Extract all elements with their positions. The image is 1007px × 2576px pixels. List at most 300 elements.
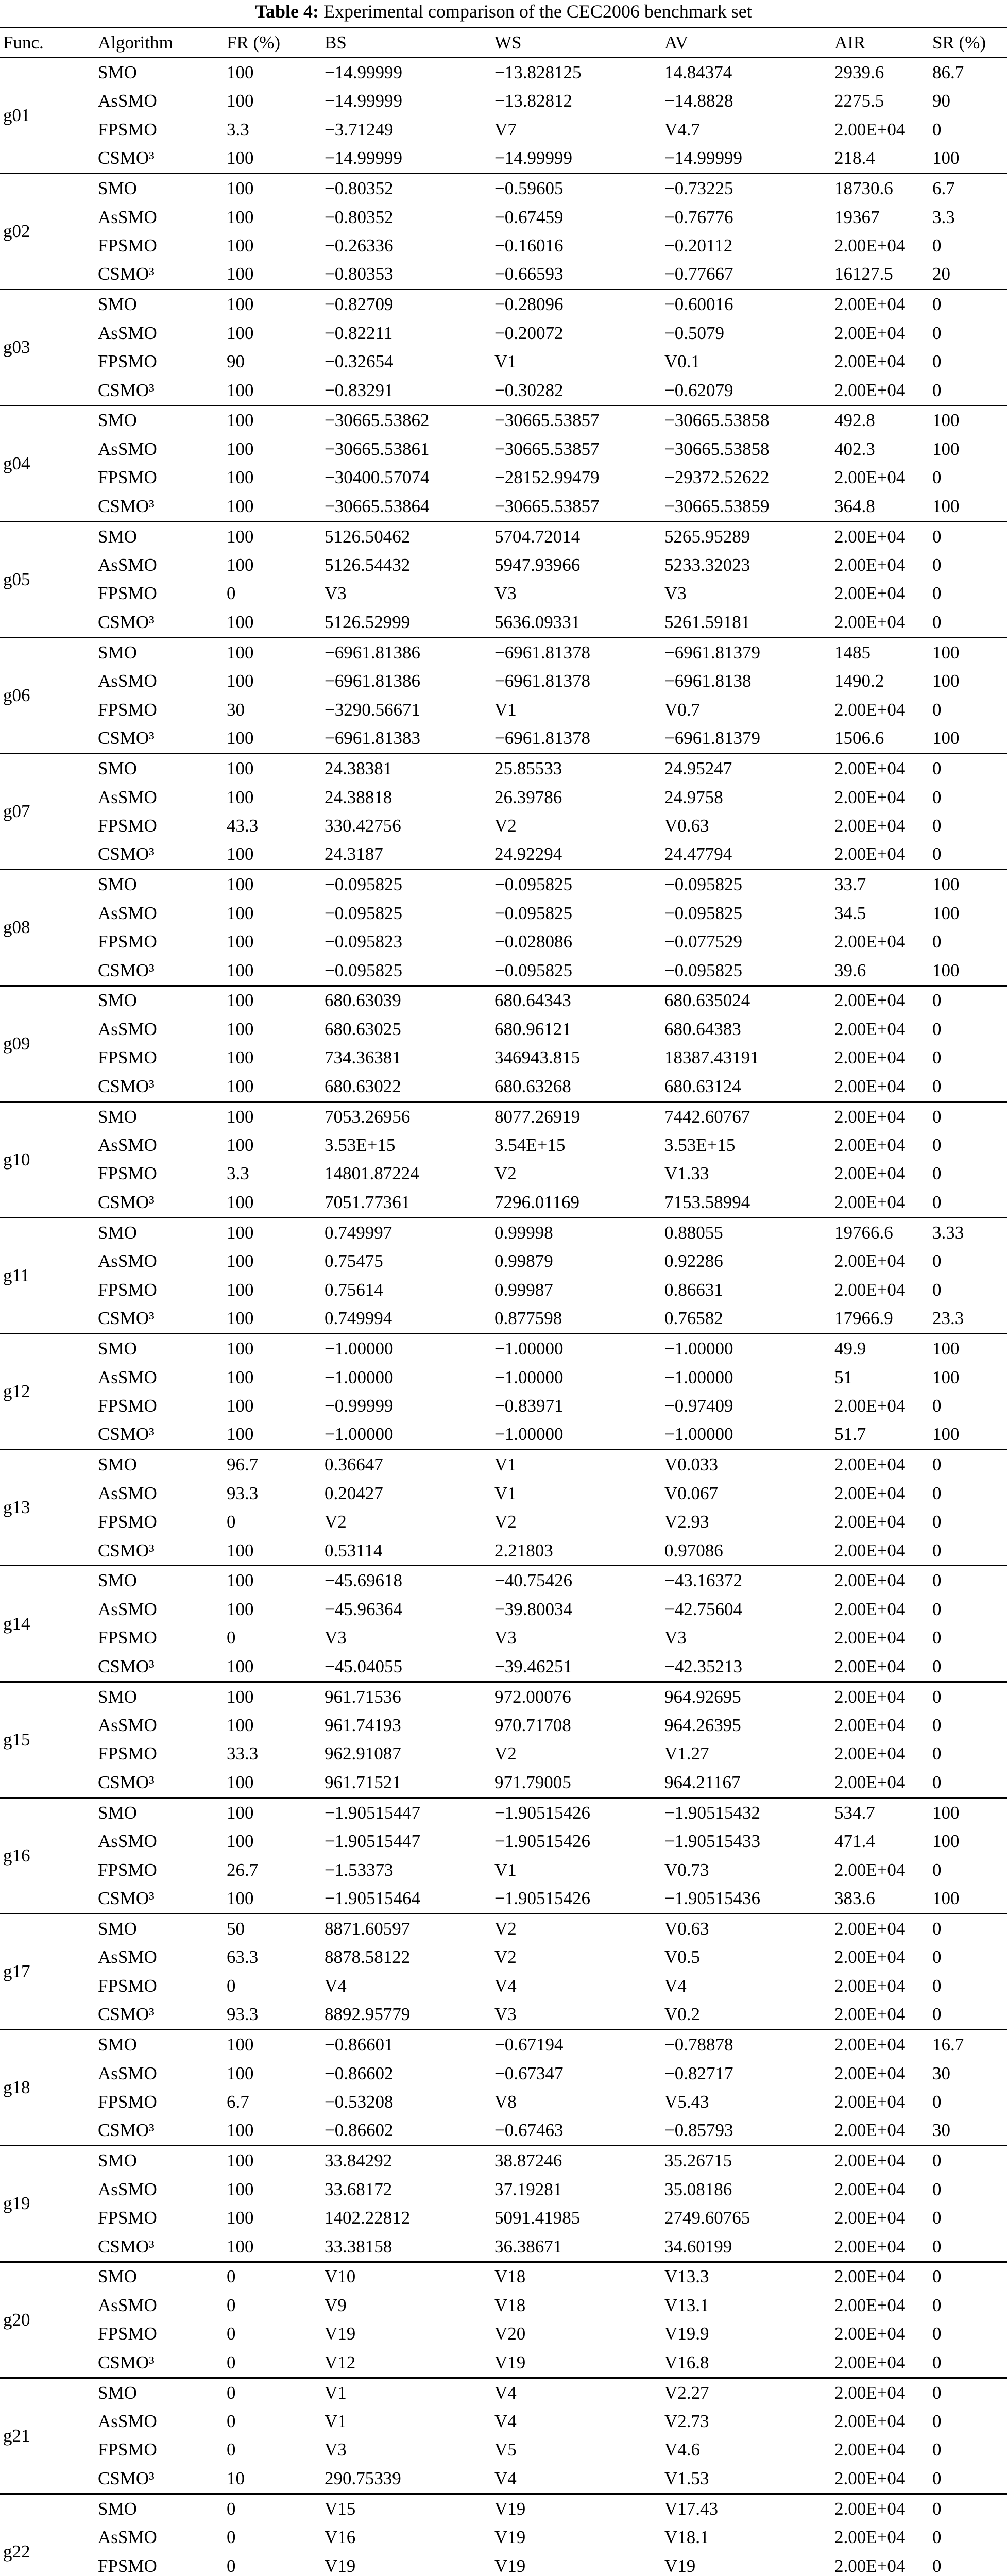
bs-cell: −0.095825 [325,903,402,923]
ws-cell: 8077.26919 [494,1101,664,1131]
bs-cell: −1.00000 [325,1367,394,1387]
algorithm-cell: SMO [98,1101,227,1131]
bs-cell: 24.38381 [325,754,494,783]
bs-cell: 961.71521 [325,1772,401,1792]
sr-cell: 100 [932,728,960,749]
bs-cell: −6961.81386 [325,637,494,667]
sr-cell: 0 [932,1628,942,1648]
bs-cell: 24.3187 [325,844,383,865]
fr-cell: 100 [227,1682,325,1711]
table-row [0,435,1007,463]
av-cell: −30665.53859 [664,496,770,516]
ws-cell: −0.20072 [494,323,564,343]
fr-cell: 100 [227,1279,254,1300]
av-cell: −30665.53858 [664,439,770,460]
algorithm-cell: SMO [98,1682,227,1711]
sr-cell: 0 [932,2146,1007,2175]
air-cell: 2.00E+04 [834,2120,906,2141]
header-air: AIR [834,28,932,58]
header-row [0,28,1007,58]
header-av: AV [664,28,834,58]
air-cell: 2.00E+04 [834,1540,906,1561]
table-row [0,2408,1007,2436]
bs-cell: −45.69618 [325,1566,494,1595]
ws-cell: V19 [494,2352,526,2372]
algorithm-cell: SMO [98,1450,227,1479]
bs-cell: V16 [325,2527,356,2548]
sr-cell: 0 [932,323,942,343]
ws-cell: −0.30282 [494,380,564,400]
table-row [0,1392,1007,1420]
table-row [0,2232,1007,2262]
air-cell: 2.00E+04 [834,119,906,140]
ws-cell: V3 [494,583,517,604]
air-cell: 2.00E+04 [834,1628,906,1648]
algorithm-cell: FPSMO [98,1047,157,1068]
bs-cell: −14.99999 [325,91,402,111]
table-row [0,1624,1007,1652]
table-row [0,783,1007,811]
fr-cell: 100 [227,787,254,807]
table-row [0,1507,1007,1536]
sr-cell: 0 [932,1656,942,1676]
fr-cell: 100 [227,1047,254,1068]
bs-cell: V19 [325,2555,356,2576]
ws-cell: 5947.93966 [494,555,581,575]
av-cell: 14.84374 [664,58,834,87]
av-cell: V0.067 [664,1483,719,1503]
table-row [0,1363,1007,1392]
ws-cell: −0.095825 [494,870,664,899]
ws-cell: V2 [494,1947,517,1968]
table-row [0,87,1007,115]
bs-cell: −0.80352 [325,207,394,227]
air-cell: 2.00E+04 [834,1715,906,1736]
func-name-cell: g05 [0,521,98,637]
algorithm-cell: AsSMO [98,2295,157,2316]
algorithm-cell: FPSMO [98,1511,157,1532]
sr-cell: 0 [932,1101,1007,1131]
sr-cell: 100 [932,1424,960,1445]
fr-cell: 63.3 [227,1947,259,1968]
av-cell: −0.82717 [664,2063,733,2083]
fr-cell: 100 [227,380,254,400]
table-row [0,2523,1007,2552]
air-cell: 2.00E+04 [834,1076,906,1096]
av-cell: V2.27 [664,2378,834,2407]
func-name-cell: g02 [0,174,98,290]
sr-cell: 0 [932,467,942,488]
table-row [0,260,1007,290]
table-row [0,1595,1007,1623]
av-cell: V0.73 [664,1859,709,1880]
ws-cell: −1.00000 [494,1367,564,1387]
fr-cell: 100 [227,612,254,633]
bs-cell: −0.83291 [325,380,394,400]
algorithm-cell: SMO [98,1798,227,1827]
table-row [0,1652,1007,1682]
av-cell: 35.26715 [664,2146,834,2175]
table-row [0,1943,1007,1972]
ws-cell: V1 [494,1483,517,1503]
sr-cell: 0 [932,1279,942,1300]
algorithm-cell: CSMO³ [98,496,155,516]
air-cell: 218.4 [834,148,875,168]
ws-cell: −13.828125 [494,58,664,87]
air-cell: 2.00E+04 [834,986,932,1015]
table-row [0,2348,1007,2378]
bs-cell: 0.749994 [325,1308,392,1329]
algorithm-cell: FPSMO [98,1743,157,1764]
av-cell: −1.90515433 [664,1831,760,1852]
ws-cell: 7296.01169 [494,1192,579,1212]
bs-cell: −1.90515447 [325,1831,420,1852]
fr-cell: 100 [227,1566,325,1595]
bs-cell: −3290.56671 [325,699,420,720]
fr-cell: 100 [227,1135,254,1156]
algorithm-cell: FPSMO [98,1395,157,1416]
ws-cell: 680.64343 [494,986,664,1015]
algorithm-cell: CSMO³ [98,2236,155,2257]
av-cell: −6961.81379 [664,728,760,749]
air-cell: 39.6 [834,960,866,980]
table-row [0,1536,1007,1566]
av-cell: 5233.32023 [664,555,750,575]
bs-cell: 33.68172 [325,2179,392,2199]
fr-cell: 100 [227,1831,254,1852]
fr-cell: 100 [227,1395,254,1416]
table-row [0,754,1007,783]
algorithm-cell: FPSMO [98,1859,157,1880]
fr-cell: 100 [227,235,254,256]
air-cell: 2.00E+04 [834,1047,906,1068]
bs-cell: −45.04055 [325,1656,402,1676]
table-row [0,1276,1007,1304]
av-cell: −0.60016 [664,290,834,319]
sr-cell: 0 [932,1947,942,1968]
fr-cell: 100 [227,1334,325,1363]
fr-cell: 0 [227,2527,236,2548]
algorithm-cell: CSMO³ [98,2352,155,2372]
table-row [0,899,1007,927]
av-cell: 7153.58994 [664,1192,750,1212]
bs-cell: V4 [325,1975,347,1996]
table-row [0,2146,1007,2175]
algorithm-cell: AsSMO [98,2527,157,2548]
algorithm-cell: SMO [98,405,227,435]
ws-cell: V5 [494,2439,517,2460]
algorithm-cell: CSMO³ [98,2004,155,2025]
air-cell: 34.5 [834,903,866,923]
sr-cell: 0 [932,521,1007,551]
av-cell: V13.1 [664,2295,709,2316]
ws-cell: −1.00000 [494,1424,564,1445]
sr-cell: 0 [932,2262,1007,2291]
sr-cell: 0 [932,787,942,807]
sr-cell: 100 [932,405,1007,435]
av-cell: V0.1 [664,351,701,372]
table-row [0,1884,1007,1913]
air-cell: 2.00E+04 [834,1566,932,1595]
table-row [0,1856,1007,1884]
bs-cell: −0.82211 [325,323,393,343]
fr-cell: 100 [227,2063,254,2083]
air-cell: 1485 [834,637,932,667]
air-cell: 19367 [834,207,880,227]
algorithm-cell: FPSMO [98,119,157,140]
air-cell: 534.7 [834,1798,932,1827]
fr-cell: 30 [227,699,245,720]
algorithm-cell: SMO [98,2494,227,2523]
fr-cell: 0 [227,2352,236,2372]
algorithm-cell: AsSMO [98,1019,157,1039]
table-row [0,1160,1007,1188]
fr-cell: 100 [227,1888,254,1909]
ws-cell: −0.67194 [494,2030,664,2059]
av-cell: V0.2 [664,2004,701,2025]
sr-cell: 0 [932,1163,942,1184]
fr-cell: 100 [227,1656,254,1676]
func-name-cell: g07 [0,754,98,870]
av-cell: V0.7 [664,699,701,720]
algorithm-cell: AsSMO [98,2063,157,2083]
ws-cell: V19 [494,2527,526,2548]
fr-cell: 93.3 [227,2004,259,2025]
ws-cell: 0.877598 [494,1308,562,1329]
fr-cell: 100 [227,2146,325,2175]
ws-cell: −0.28096 [494,290,664,319]
air-cell: 2.00E+04 [834,1135,906,1156]
algorithm-cell: FPSMO [98,1279,157,1300]
sr-cell: 0 [932,2179,942,2199]
bs-cell: 8892.95779 [325,2004,411,2025]
sr-cell: 3.3 [932,207,955,227]
av-cell: −30665.53858 [664,405,834,435]
av-cell: −6961.81379 [664,637,834,667]
ws-cell: V4 [494,2468,517,2489]
sr-cell: 0 [932,2004,942,2025]
av-cell: −0.077529 [664,931,742,952]
air-cell: 2.00E+04 [834,1019,906,1039]
table-row [0,347,1007,376]
ws-cell: 970.71708 [494,1715,571,1736]
table-row [0,2000,1007,2029]
sr-cell: 100 [932,1367,960,1387]
table-row [0,927,1007,956]
bs-cell: −30400.57074 [325,467,430,488]
ws-cell: −28152.99479 [494,467,600,488]
algorithm-cell: SMO [98,2378,227,2407]
fr-cell: 100 [227,754,325,783]
algorithm-cell: AsSMO [98,2411,157,2432]
algorithm-cell: AsSMO [98,439,157,460]
bs-cell: −0.86602 [325,2120,394,2141]
algorithm-cell: AsSMO [98,1947,157,1968]
bs-cell: −30665.53861 [325,439,430,460]
bs-cell: 961.71536 [325,1682,494,1711]
algorithm-cell: FPSMO [98,1628,157,1648]
algorithm-cell: CSMO³ [98,1772,155,1792]
av-cell: 34.60199 [664,2236,732,2257]
sr-cell: 0 [932,2378,1007,2407]
sr-cell: 0 [932,2494,1007,2523]
bs-cell: 290.75339 [325,2468,401,2489]
table-row [0,2464,1007,2494]
algorithm-cell: SMO [98,58,227,87]
av-cell: −1.00000 [664,1334,834,1363]
table-row [0,2378,1007,2407]
algorithm-cell: CSMO³ [98,960,155,980]
air-cell: 16127.5 [834,264,893,284]
fr-cell: 26.7 [227,1859,259,1880]
fr-cell: 100 [227,323,254,343]
air-cell: 33.7 [834,870,932,899]
fr-cell: 100 [227,2030,325,2059]
air-cell: 51.7 [834,1424,866,1445]
bs-cell: 1402.22812 [325,2208,411,2228]
air-cell: 402.3 [834,439,875,460]
fr-cell: 100 [227,2120,254,2141]
sr-cell: 100 [932,1888,960,1909]
fr-cell: 100 [227,1715,254,1736]
air-cell: 49.9 [834,1334,932,1363]
av-cell: V16.8 [664,2352,709,2372]
air-cell: 2.00E+04 [834,1251,906,1272]
table-row [0,1740,1007,1768]
fr-cell: 100 [227,1101,325,1131]
table-row [0,231,1007,260]
av-cell: 5261.59181 [664,612,750,633]
av-cell: V4 [664,1975,687,1996]
av-cell: 0.86631 [664,1279,723,1300]
table-row [0,1682,1007,1711]
sr-cell: 0 [932,1450,1007,1479]
sr-cell: 0 [932,1483,942,1503]
fr-cell: 100 [227,1217,325,1247]
algorithm-cell: AsSMO [98,1251,157,1272]
fr-cell: 0 [227,2295,236,2316]
bs-cell: −14.99999 [325,58,494,87]
table-row [0,1044,1007,1072]
bs-cell: −0.095825 [325,870,494,899]
table-row [0,319,1007,347]
sr-cell: 0 [932,1975,942,1996]
table-row [0,1798,1007,1827]
fr-cell: 100 [227,870,325,899]
sr-cell: 100 [932,870,1007,899]
header-sr: SR (%) [932,28,1007,58]
air-cell: 2.00E+04 [834,844,906,865]
table-row [0,492,1007,521]
bs-cell: −0.095825 [325,960,402,980]
bs-cell: 962.91087 [325,1743,401,1764]
bs-cell: 7051.77361 [325,1192,411,1212]
av-cell: V19.9 [664,2324,709,2344]
table-row [0,144,1007,173]
sr-cell: 0 [932,986,1007,1015]
air-cell: 2.00E+04 [834,2295,906,2316]
bs-cell: V15 [325,2494,494,2523]
air-cell: 2.00E+04 [834,1947,906,1968]
func-name-cell: g21 [0,2378,98,2494]
ws-cell: −39.80034 [494,1599,572,1619]
av-cell: −1.90515436 [664,1888,760,1909]
table-row [0,840,1007,869]
algorithm-cell: FPSMO [98,2555,157,2576]
fr-cell: 3.3 [227,1163,249,1184]
algorithm-cell: FPSMO [98,583,157,604]
algorithm-cell: AsSMO [98,1715,157,1736]
air-cell: 2.00E+04 [834,2179,906,2199]
ws-cell: −0.16016 [494,235,564,256]
bs-cell: V2 [325,1511,347,1532]
air-cell: 2.00E+04 [834,583,906,604]
table-row [0,1072,1007,1101]
fr-cell: 96.7 [227,1450,325,1479]
sr-cell: 100 [932,1798,1007,1827]
table-row [0,1768,1007,1798]
air-cell: 2.00E+04 [834,1192,906,1212]
fr-cell: 33.3 [227,1743,259,1764]
bs-cell: −0.53208 [325,2091,394,2112]
bs-cell: 680.63039 [325,986,494,1015]
fr-cell: 100 [227,58,325,87]
algorithm-cell: CSMO³ [98,380,155,400]
table-row [0,2494,1007,2523]
ws-cell: −0.028086 [494,931,572,952]
ws-cell: −13.82812 [494,91,572,111]
algorithm-cell: AsSMO [98,1135,157,1156]
av-cell: 24.9758 [664,787,723,807]
algorithm-cell: SMO [98,1566,227,1595]
bs-cell: 734.36381 [325,1047,401,1068]
sr-cell: 100 [932,960,960,980]
sr-cell: 0 [932,2324,942,2344]
table-row [0,1131,1007,1160]
air-cell: 492.8 [834,405,932,435]
func-name-cell: g10 [0,1101,98,1217]
sr-cell: 0 [932,815,942,836]
sr-cell: 0 [932,1914,1007,1943]
air-cell: 383.6 [834,1888,875,1909]
av-cell: V0.63 [664,1914,834,1943]
bs-cell: V10 [325,2262,494,2291]
sr-cell: 0 [932,1395,942,1416]
ws-cell: 680.63268 [494,1076,571,1096]
algorithm-cell: FPSMO [98,2439,157,2460]
bs-cell: 33.84292 [325,2146,494,2175]
ws-cell: −0.59605 [494,174,664,203]
func-name-cell: g22 [0,2494,98,2576]
av-cell: 680.63124 [664,1076,741,1096]
fr-cell: 0 [227,2262,325,2291]
air-cell: 2.00E+04 [834,380,906,400]
av-cell: 0.97086 [664,1540,723,1561]
ws-cell: −0.67463 [494,2120,564,2141]
ws-cell: V3 [494,2004,517,2025]
table-row [0,2059,1007,2088]
sr-cell: 0 [932,1715,942,1736]
sr-cell: 0 [932,351,942,372]
sr-cell: 0 [932,1566,1007,1595]
fr-cell: 100 [227,1308,254,1329]
algorithm-cell: AsSMO [98,2179,157,2199]
av-cell: V2.73 [664,2411,709,2432]
av-cell: V3 [664,583,687,604]
fr-cell: 100 [227,496,254,516]
fr-cell: 100 [227,405,325,435]
sr-cell: 0 [932,1540,942,1561]
